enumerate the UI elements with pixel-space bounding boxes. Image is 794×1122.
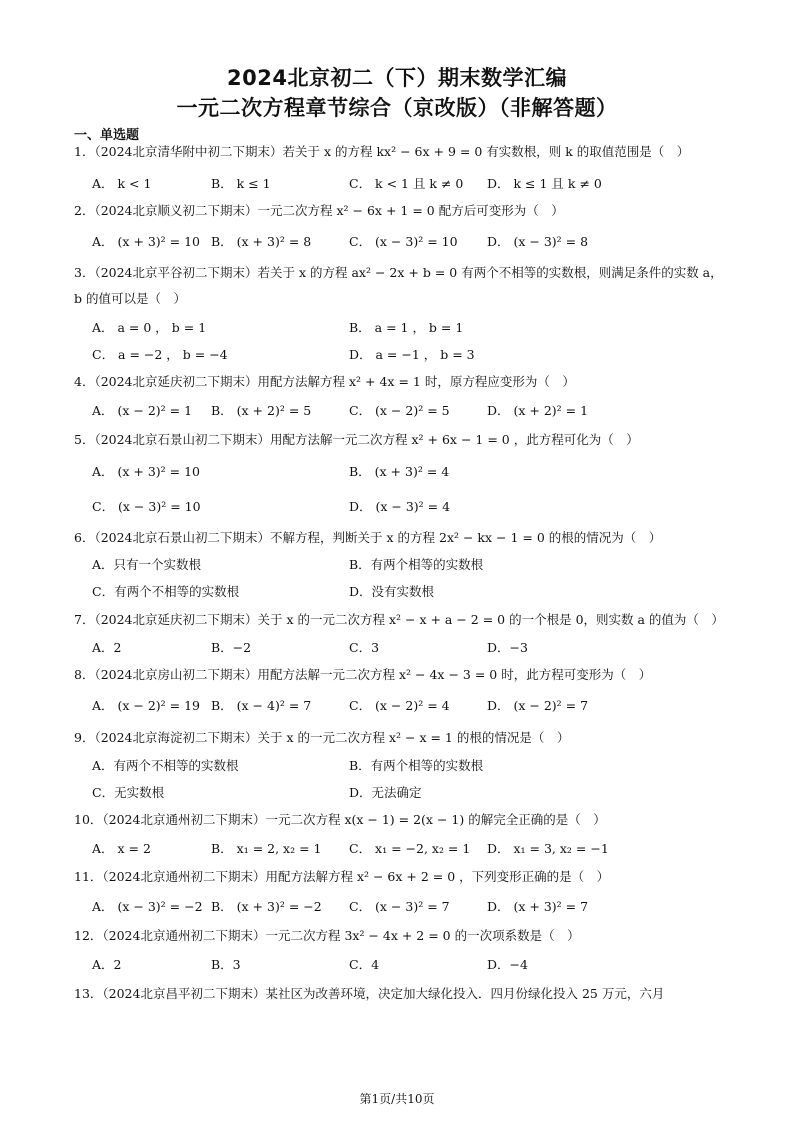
question-11-option-c: C． (x − 3)² = 7 [349,899,450,914]
document-title-line2: 一元二次方程章节综合（京改版）（非解答题） [176,96,618,120]
question-2-option-c: C． (x − 3)² = 10 [349,234,458,249]
question-7-option-c: C．3 [349,640,380,655]
question-11-stem: 11．（2024北京通州初二下期末）用配方法解方程 x² − 6x + 2 = 0 ，下列变形正确的是（ ） [74,869,610,884]
question-3-option-b: B． a = 1 ， b = 1 [349,320,464,335]
question-12-option-d: D．−4 [487,957,528,972]
question-9-option-c: C．无实数根 [92,785,165,800]
question-5-option-c: C． (x − 3)² = 10 [92,499,201,514]
question-1-option-b: B． k ≤ 1 [211,176,271,191]
question-11-option-b: B． (x + 3)² = −2 [211,899,322,914]
question-8-option-a: A． (x − 2)² = 19 [92,698,201,713]
question-12-option-a: A．2 [92,957,122,972]
question-6-stem: 6．（2024北京石景山初二下期末）不解方程，判断关于 x 的方程 2x² − kx − 1 = 0 的根的情况为（ ） [74,530,662,545]
question-13-stem: 13．（2024北京昌平初二下期末）某社区为改善环境，决定加大绿化投入．四月份绿化投入 25 万元，六月 [74,986,665,1001]
question-1-option-a: A． k < 1 [92,176,152,191]
question-6-option-a: A．只有一个实数根 [92,557,202,572]
question-2-stem: 2．（2024北京顺义初二下期末）一元二次方程 x² − 6x + 1 = 0 配方后可变形为（ ） [74,203,564,218]
question-1-option-d: D． k ≤ 1 且 k ≠ 0 [487,176,602,191]
question-10-option-c: C． x₁ = −2, x₂ = 1 [349,841,471,856]
question-4-option-a: A． (x − 2)² = 1 [92,403,193,418]
question-3-option-c: C． a = −2 ， b = −4 [92,347,228,362]
document-title-line1: 2024北京初二（下）期末数学汇编 [227,66,567,90]
question-1-option-c: C． k < 1 且 k ≠ 0 [349,176,464,191]
question-2-option-b: B． (x + 3)² = 8 [211,234,312,249]
question-7-option-b: B．−2 [211,640,252,655]
question-10-option-a: A． x = 2 [92,841,151,856]
question-12-option-b: B．3 [211,957,241,972]
question-10-stem: 10．（2024北京通州初二下期末）一元二次方程 x(x − 1) = 2(x − 1) 的解完全正确的是（ ） [74,812,606,827]
question-2-option-a: A． (x + 3)² = 10 [92,234,201,249]
question-7-option-a: A．2 [92,640,122,655]
question-4-option-c: C． (x − 2)² = 5 [349,403,450,418]
question-4-option-d: D． (x + 2)² = 1 [487,403,589,418]
question-7-option-d: D．−3 [487,640,528,655]
question-3-stem: 3．（2024北京平谷初二下期末）若关于 x 的方程 ax² − 2x + b = 0 有两个不相等的实数根，则满足条件的实数 a， [74,265,723,280]
question-12-option-c: C．4 [349,957,380,972]
question-3-stem-continued: b 的值可以是（ ） [74,291,186,306]
question-9-stem: 9．（2024北京海淀初二下期末）关于 x 的一元二次方程 x² − x = 1 的根的情况是（ ） [74,730,570,745]
question-8-option-b: B． (x − 4)² = 7 [211,698,312,713]
question-11-option-d: D． (x + 3)² = 7 [487,899,589,914]
question-3-option-d: D． a = −1 ， b = 3 [349,347,475,362]
page-footer: 第1页/共10页 [359,1092,435,1106]
question-10-option-d: D． x₁ = 3, x₂ = −1 [487,841,609,856]
question-4-stem: 4．（2024北京延庆初二下期末）用配方法解方程 x² + 4x = 1 时，原方程应变形为（ ） [74,374,575,389]
question-6-option-c: C．有两个不相等的实数根 [92,584,240,599]
question-6-option-d: D．没有实数根 [349,584,435,599]
question-9-option-d: D．无法确定 [349,785,422,800]
question-10-option-b: B． x₁ = 2, x₂ = 1 [211,841,322,856]
question-8-option-c: C． (x − 2)² = 4 [349,698,450,713]
question-11-option-a: A． (x − 3)² = −2 [92,899,203,914]
question-9-option-b: B．有两个相等的实数根 [349,758,484,773]
question-2-option-d: D． (x − 3)² = 8 [487,234,589,249]
question-8-option-d: D． (x − 2)² = 7 [487,698,589,713]
question-9-option-a: A．有两个不相等的实数根 [92,758,239,773]
question-5-stem: 5．（2024北京石景山初二下期末）用配方法解一元二次方程 x² + 6x − 1 = 0 ，此方程可化为（ ） [74,432,639,447]
question-3-option-a: A． a = 0 ， b = 1 [92,320,207,335]
section-heading: 一、单选题 [74,128,140,143]
question-5-option-a: A． (x + 3)² = 10 [92,464,201,479]
question-8-stem: 8．（2024北京房山初二下期末）用配方法解一元二次方程 x² − 4x − 3 = 0 时，此方程可变形为（ ） [74,667,652,682]
question-1-stem: 1．（2024北京清华附中初二下期末）若关于 x 的方程 kx² − 6x + 9 = 0 有实数根，则 k 的取值范围是（ ） [74,144,690,159]
question-5-option-d: D． (x − 3)² = 4 [349,499,451,514]
question-5-option-b: B． (x + 3)² = 4 [349,464,450,479]
question-7-stem: 7．（2024北京延庆初二下期末）关于 x 的一元二次方程 x² − x + a − 2 = 0 的一个根是 0，则实数 a 的值为（ ） [74,612,724,627]
question-4-option-b: B． (x + 2)² = 5 [211,403,312,418]
question-6-option-b: B．有两个相等的实数根 [349,557,484,572]
question-12-stem: 12．（2024北京通州初二下期末）一元二次方程 3x² − 4x + 2 = 0 的一次项系数是（ ） [74,928,580,943]
